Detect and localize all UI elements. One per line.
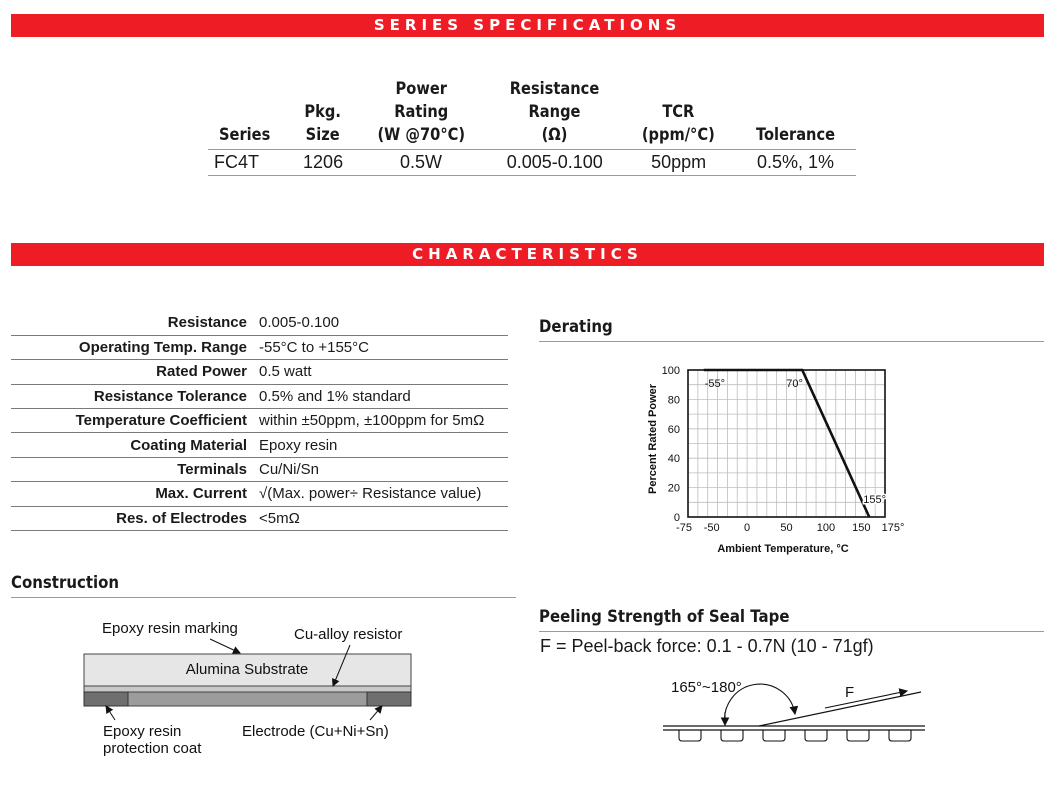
characteristic-key: Temperature Coefficient <box>75 412 247 430</box>
y-tick-label: 20 <box>667 482 680 495</box>
curve-annotation: 155° <box>863 494 887 506</box>
spec-header-resistance-range <box>497 78 613 150</box>
protection-coat-label-line2: protection coat <box>103 740 202 757</box>
spec-header-line: Range <box>528 102 581 122</box>
tape-pocket <box>805 730 827 741</box>
tape-pocket <box>847 730 869 741</box>
spec-header-line: Pkg. <box>304 102 342 122</box>
x-tick-labels <box>676 522 904 534</box>
electrode-label: Electrode (Cu+Ni+Sn) <box>242 723 389 740</box>
x-axis-label: Ambient Temperature, °C <box>717 543 849 555</box>
tape-pocket <box>721 730 743 741</box>
characteristic-row <box>11 482 508 506</box>
curve-annotation: 70° <box>786 378 803 390</box>
peel-force-formula: F = Peel-back force: 0.1 - 0.7N (10 - 71gf) <box>540 636 874 656</box>
y-tick-label: 40 <box>667 453 680 466</box>
characteristic-value: within ±50ppm, ±100ppm for 5mΩ <box>259 412 485 430</box>
epoxy-protection-coat <box>84 692 411 706</box>
spec-cell-resistance-range: 0.005-0.100 <box>506 152 603 172</box>
construction-divider <box>11 597 516 598</box>
chart-grid <box>688 370 885 517</box>
characteristics-table <box>11 311 508 531</box>
spec-cell-series: FC4T <box>214 152 259 172</box>
y-tick-label: 60 <box>667 423 680 436</box>
spec-header-line: Power <box>395 79 447 99</box>
spec-cell-power-rating: 0.5W <box>399 152 442 172</box>
x-tick-label: 150 <box>852 522 871 534</box>
spec-table-header-row <box>208 78 856 150</box>
characteristic-value: 0.5 watt <box>259 363 312 381</box>
characteristic-key: Coating Material <box>130 436 247 454</box>
spec-header-line: TCR <box>662 102 695 122</box>
construction-title: Construction <box>11 573 120 593</box>
chart-annotations <box>705 378 886 506</box>
x-tick-label: -75 <box>676 522 692 534</box>
spec-header-line: Size <box>306 125 341 145</box>
characteristic-row <box>11 311 508 335</box>
spec-header-line: (ppm/°C) <box>642 125 716 145</box>
characteristic-value: Epoxy resin <box>259 436 338 454</box>
spec-header-line: Tolerance <box>755 125 836 145</box>
construction-diagram <box>70 610 430 770</box>
characteristic-key: Resistance <box>167 314 247 332</box>
characteristic-row <box>11 335 508 359</box>
spec-header-line: Series <box>218 125 271 145</box>
spec-header-line: (Ω) <box>541 125 568 145</box>
spec-header-tolerance <box>743 78 847 150</box>
tape-pocket <box>889 730 911 741</box>
peeling-divider <box>539 631 1044 632</box>
characteristic-row <box>11 433 508 457</box>
characteristic-key: Resistance Tolerance <box>93 387 247 405</box>
y-tick-label: 0 <box>673 512 680 524</box>
characteristic-row <box>11 360 508 384</box>
cu-alloy-resistor-label: Cu-alloy resistor <box>294 626 403 643</box>
peel-force-label: F <box>845 684 855 701</box>
derating-title: Derating <box>539 317 613 337</box>
series-specifications-table <box>208 78 856 176</box>
spec-cell-tolerance: 0.5%, 1% <box>756 152 834 172</box>
spec-table-row <box>208 150 856 176</box>
tape-pocket <box>679 730 701 741</box>
spec-cell-tcr: 50ppm <box>651 152 707 172</box>
spec-header-series <box>214 78 286 150</box>
characteristic-row <box>11 506 508 530</box>
characteristic-key: Terminals <box>177 461 247 479</box>
characteristic-value: 0.005-0.100 <box>259 314 340 332</box>
characteristic-value: <5mΩ <box>259 509 300 527</box>
characteristic-key: Res. of Electrodes <box>116 509 247 527</box>
series-specifications-banner: SERIES SPECIFICATIONS <box>11 14 1044 37</box>
characteristic-value: 0.5% and 1% standard <box>259 387 411 405</box>
x-tick-label: 100 <box>816 522 836 534</box>
spec-header-tcr <box>630 78 727 150</box>
characteristic-row <box>11 384 508 408</box>
spec-header-pkg-size <box>296 78 350 150</box>
carrier-tape-pockets <box>679 730 911 741</box>
derating-chart <box>640 355 910 560</box>
x-tick-label: -50 <box>703 522 720 534</box>
characteristic-key: Rated Power <box>156 363 247 381</box>
characteristic-value: Cu/Ni/Sn <box>259 461 320 479</box>
protection-coat-label-line1: Epoxy resin <box>103 723 182 740</box>
peeling-strength-title: Peeling Strength of Seal Tape <box>539 607 790 627</box>
left-electrode <box>84 692 128 706</box>
peeled-cover-tape <box>759 692 921 726</box>
curve-annotation: -55° <box>704 378 726 390</box>
seal-tape-peel-diagram <box>655 672 945 752</box>
alumina-substrate-label: Alumina Substrate <box>185 661 309 678</box>
spec-header-line: Resistance <box>510 79 600 99</box>
characteristic-row <box>11 457 508 481</box>
x-tick-label: 175° <box>881 522 905 534</box>
characteristics-banner: CHARACTERISTICS <box>11 243 1044 266</box>
characteristic-value: √(Max. power÷ Resistance value) <box>259 485 482 503</box>
cu-alloy-resistor-layer <box>84 686 411 692</box>
y-axis-label: Percent Rated Power <box>647 383 659 495</box>
x-tick-label: 50 <box>780 522 793 534</box>
epoxy-marking-label: Epoxy resin marking <box>102 620 238 637</box>
tape-pocket <box>763 730 785 741</box>
spec-header-line: Rating <box>393 102 448 122</box>
spec-cell-pkg-size: 1206 <box>303 152 344 172</box>
derating-divider <box>539 341 1044 342</box>
right-electrode <box>367 692 411 706</box>
electrode-pointer <box>370 706 382 720</box>
spec-header-line: (W @70°C) <box>377 125 465 145</box>
epoxy-marking-pointer <box>210 639 240 653</box>
spec-header-power-rating <box>364 78 478 150</box>
characteristic-row <box>11 409 508 433</box>
y-tick-labels <box>662 365 680 524</box>
peel-force-arrow <box>825 691 907 708</box>
protection-coat-pointer <box>106 706 115 720</box>
characteristic-value: -55°C to +155°C <box>259 339 369 357</box>
characteristic-key: Operating Temp. Range <box>78 339 247 357</box>
y-tick-label: 80 <box>667 394 680 407</box>
x-tick-label: 0 <box>744 522 751 534</box>
characteristic-key: Max. Current <box>155 485 247 503</box>
peel-angle-label: 165°~180° <box>671 679 742 696</box>
y-tick-label: 100 <box>661 365 680 377</box>
